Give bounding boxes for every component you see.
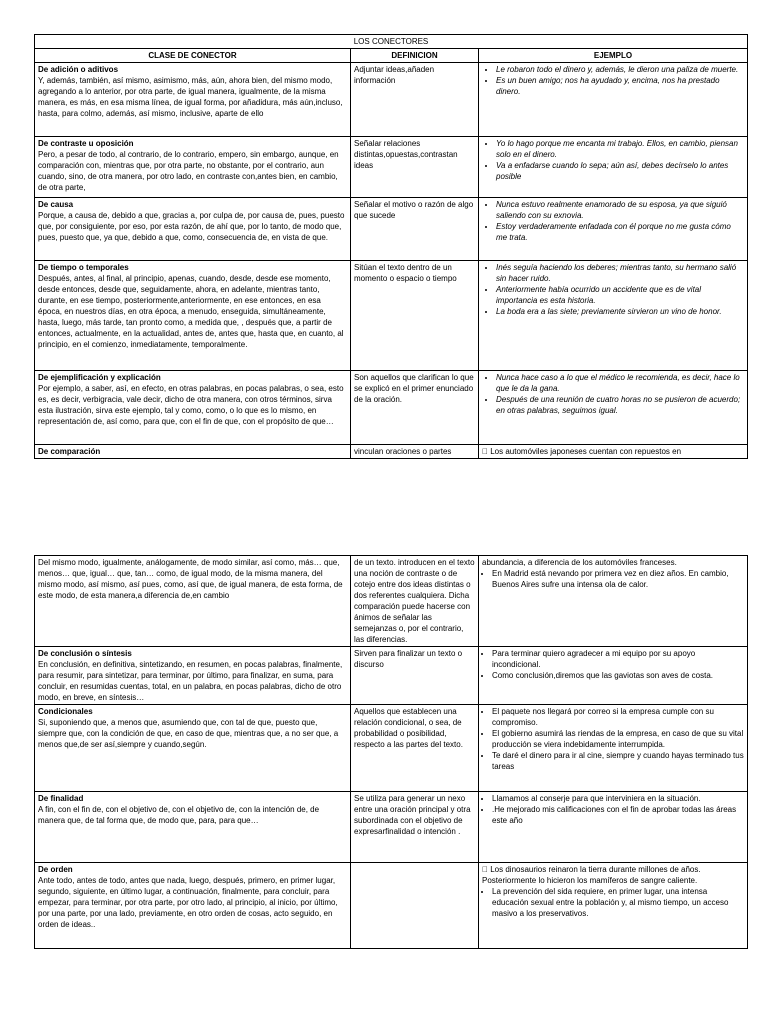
category-label: Condicionales	[38, 707, 93, 716]
example-text: Los dinosaurios reinaron la tierra durante millones de años. Posteriormente lo hicieron los mamíferos de sangre caliente.	[482, 865, 698, 885]
example-item: • Le robaron todo el dinero y, además, le dieron una paliza de muerte.	[496, 64, 744, 75]
table-row	[35, 556, 748, 647]
table-row	[35, 792, 748, 863]
category-label: De tiempo o temporales	[38, 263, 129, 272]
definition-cell	[351, 863, 479, 949]
header-example: EJEMPLO	[479, 49, 748, 63]
example-item: • La boda era a las siete; previamente sirvieron un vino de honor.	[496, 306, 744, 317]
table-row	[35, 445, 748, 459]
example-cell	[479, 371, 748, 445]
category-label: De ejemplificación y explicación	[38, 373, 161, 382]
definition-cell: Adjuntar ideas,añaden información	[351, 63, 479, 137]
connector-cell	[35, 371, 351, 445]
category-label: De comparación	[38, 447, 101, 456]
table-row	[35, 137, 748, 198]
connector-list: Del mismo modo, igualmente, análogamente, de modo similar, así como, más… que, menos… que, igual… que, tan… como, de igual modo, de la misma manera, del mismo modo, así mismo, así pues, como, así que, de igual manera, de esta forma, de este modo, de esta manera,a diferencia de,en cambio	[38, 558, 343, 600]
example-cell	[479, 63, 748, 137]
connector-list: Pero, a pesar de todo, al contrario, de lo contrario, empero, sin embargo, aunque, en comparación con, mientras que, por otra parte, no obstante, por el contrario, aun cuando, sino, de otra manera, por otro lado, en contraste con,antes bien, en cambio, de otra parte,	[38, 150, 339, 192]
connector-cell	[35, 63, 351, 137]
example-item: • Nunca estuvo realmente enamorado de su esposa, ya que siguió saliendo con su exnovia.	[496, 199, 744, 221]
header-definition: DEFINICION	[351, 49, 479, 63]
example-item: • Después de una reunión de cuatro horas no se pusieron de acuerdo; en otras palabras, seguimos igual.	[496, 394, 744, 416]
definition-cell: de un texto. introducen en el texto una noción de contraste o de cotejo entre dos ideas distintas o dos referentes cualquiera. Dicha comparación puede hacerse con ánimos de señalar las semejanzas o, por el contrario, las diferencias.	[351, 556, 479, 647]
example-cell	[479, 137, 748, 198]
table-title: LOS CONECTORES	[35, 35, 748, 49]
table-row	[35, 647, 748, 705]
definition-cell: Sirven para finalizar un texto o discurso	[351, 647, 479, 705]
definition-cell: Aquellos que establecen una relación condicional, o sea, de probabilidad o posibilidad, respecto a las partes del texto.	[351, 705, 479, 792]
connectors-table-part-2	[34, 555, 748, 949]
example-cell	[479, 863, 748, 949]
connector-cell	[35, 792, 351, 863]
definition-cell: Señalar relaciones distintas,opuestas,contrastan ideas	[351, 137, 479, 198]
example-cell	[479, 198, 748, 261]
connector-cell	[35, 137, 351, 198]
category-label: De adición o aditivos	[38, 65, 119, 74]
category-label: De conclusión o síntesis	[38, 649, 132, 658]
connector-list: Ante todo, antes de todo, antes que nada, luego, después, primero, en primer lugar, segundo, siguiente, en último lugar, a continuación, finalmente, para concluir, para empezar, para terminar, por otra parte, por otro lado, al principio, al inicio, por último, por una parte, por una lado, previamente, en otro orden de cosas, acto seguido, en orden de ideas..	[38, 876, 338, 929]
example-cell: Los automóviles japoneses cuentan con repuestos en	[479, 445, 748, 459]
connector-cell	[35, 647, 351, 705]
connector-cell	[35, 705, 351, 792]
header-class: CLASE DE CONECTOR	[35, 49, 351, 63]
table-row	[35, 371, 748, 445]
table-row	[35, 198, 748, 261]
connector-cell	[35, 556, 351, 647]
category-label: De finalidad	[38, 794, 84, 803]
definition-cell: vinculan oraciones o partes	[351, 445, 479, 459]
example-item: • Es un buen amigo; nos ha ayudado y, encima, nos ha prestado dinero.	[496, 75, 744, 97]
definition-cell: Sitúan el texto dentro de un momento o espacio o tiempo	[351, 261, 479, 371]
connector-cell	[35, 261, 351, 371]
example-item: • En Madrid está nevando por primera vez en diez años. En cambio, Buenos Aires sufre una intensa ola de calor.	[492, 568, 744, 590]
example-cell	[479, 261, 748, 371]
definition-cell: Señalar el motivo o razón de algo que sucede	[351, 198, 479, 261]
example-text: abundancia, a diferencia de los automóviles franceses.	[482, 558, 677, 567]
example-item: • Estoy verdaderamente enfadada con él porque no me gusta cómo me trata.	[496, 221, 744, 243]
connector-cell	[35, 863, 351, 949]
connector-list: A fin, con el fin de, con el objetivo de, con el objetivo de, con la intención de, de manera que, de tal forma que, de modo que, para, para que…	[38, 805, 320, 825]
category-label: De causa	[38, 200, 74, 209]
category-label: De contraste u oposición	[38, 139, 134, 148]
connector-list: Y, además, también, así mismo, asimismo, más, aún, ahora bien, del mismo modo, agregando a lo anterior, por otra parte, de igual manera, igualmente, de la misma manera, es más, en esa misma línea, de igual forma, por añadidura, más aún,incluso, hasta, para colmo, además, así mismo, inclusive, aparte de ello	[38, 76, 343, 118]
connector-cell	[35, 198, 351, 261]
example-cell	[479, 556, 748, 647]
example-item: • Para terminar quiero agradecer a mi equipo por su apoyo incondicional.	[492, 648, 744, 670]
table-row	[35, 261, 748, 371]
example-item: • Como conclusión,diremos que las gaviotas son aves de costa.	[492, 670, 744, 681]
table-row	[35, 863, 748, 949]
example-cell	[479, 705, 748, 792]
example-cell	[479, 647, 748, 705]
connector-list: En conclusión, en definitiva, sintetizando, en resumen, en pocas palabras, finalmente, para resumir, para sintetizar, para terminar, por último, para finalizar, en suma, para concluir, en resumidas cuentas, total, en un palabra, en pocas palabras, dicho de otro modo, en breve, en síntesis…	[38, 660, 343, 702]
connector-list: Después, antes, al final, al principio, apenas, cuando, desde, desde ese momento, desde entonces, desde que, seguidamente, ahora, en adelante, mientras tanto, durante, en ese tiempo, posteriormente,anteriormente, en ese entonces, en esa época, en nuestros días, en otra época, a menudo, enseguida, simultáneamente, hasta, luego, más tarde, tan pronto como, a medida que, , después que, a partir de entonces, actualmente, en la actualidad, antes de, antes que, hasta que, en cuanto, al principio, en el comienzo, inmediatamente, temporalmente.	[38, 274, 344, 349]
table-row	[35, 705, 748, 792]
example-item: • Llamamos al conserje para que interviniera en la situación.	[492, 793, 744, 804]
connector-list: Por ejemplo, a saber, así, en efecto, en otras palabras, en pocas palabras, o sea, esto es, es decir, verbigracia, vale decir, dicho de otra manera, con otros términos, sirva esta ilustración, sirva este ejemplo, tal y como, como, o lo que es lo mismo, en representación de, así como, para que, con el fin de que, con el propósito de que…	[38, 384, 344, 426]
example-item: • El paquete nos llegará por correo si la empresa cumple con su compromiso.	[492, 706, 744, 728]
example-item: • Te daré el dinero para ir al cine, siempre y cuando hayas terminado tus tareas	[492, 750, 744, 772]
example-item: • Nunca hace caso a lo que el médico le recomienda, es decir, hace lo que le da la gana.	[496, 372, 744, 394]
example-cell	[479, 792, 748, 863]
connector-list: Si, suponiendo que, a menos que, asumiendo que, con tal de que, puesto que, siempre que, con la condición de que, en caso de que, mientras que, a no ser que, a menos que,de ser así,siempre y cuando,según.	[38, 718, 339, 749]
connector-cell	[35, 445, 351, 459]
connector-list: Porque, a causa de, debido a que, gracias a, por culpa de, por causa de, pues, puesto que, por consiguiente, por eso, por esta razón, de ahí que, por lo tanto, de modo que, pues, puesto que, ya que, debido a que, como, consecuencia de, en vista de que.	[38, 211, 345, 242]
connectors-table-part-1	[34, 34, 748, 459]
example-item: • Anteriormente había ocurrido un accidente que es de vital importancia es esta historia.	[496, 284, 744, 306]
example-item: • .He mejorado mis calificaciones con el fin de aprobar todas las áreas este año	[492, 804, 744, 826]
example-item: • Yo lo hago porque me encanta mi trabajo. Ellos, en cambio, piensan solo en el dinero.	[496, 138, 744, 160]
definition-cell: Se utiliza para generar un nexo entre una oración principal y otra subordinada con el objetivo de expresarfinalidad o intención .	[351, 792, 479, 863]
category-label: De orden	[38, 865, 73, 874]
definition-cell: Son aquellos que clarifican lo que se explicó en el primer enunciado de la oración.	[351, 371, 479, 445]
table-row	[35, 63, 748, 137]
example-item: • Inés seguía haciendo los deberes; mientras tanto, su hermano salió sin hacer ruido.	[496, 262, 744, 284]
example-item: • La prevención del sida requiere, en primer lugar, una intensa educación sexual entre la población y, al mismo tiempo, un acceso masivo a los preservativos.	[492, 886, 744, 919]
example-item: • El gobierno asumirá las riendas de la empresa, en caso de que su vital producción se viera indebidamente interrumpida.	[492, 728, 744, 750]
example-item: • Va a enfadarse cuando lo sepa; aún así, debes decírselo lo antes posible	[496, 160, 744, 182]
